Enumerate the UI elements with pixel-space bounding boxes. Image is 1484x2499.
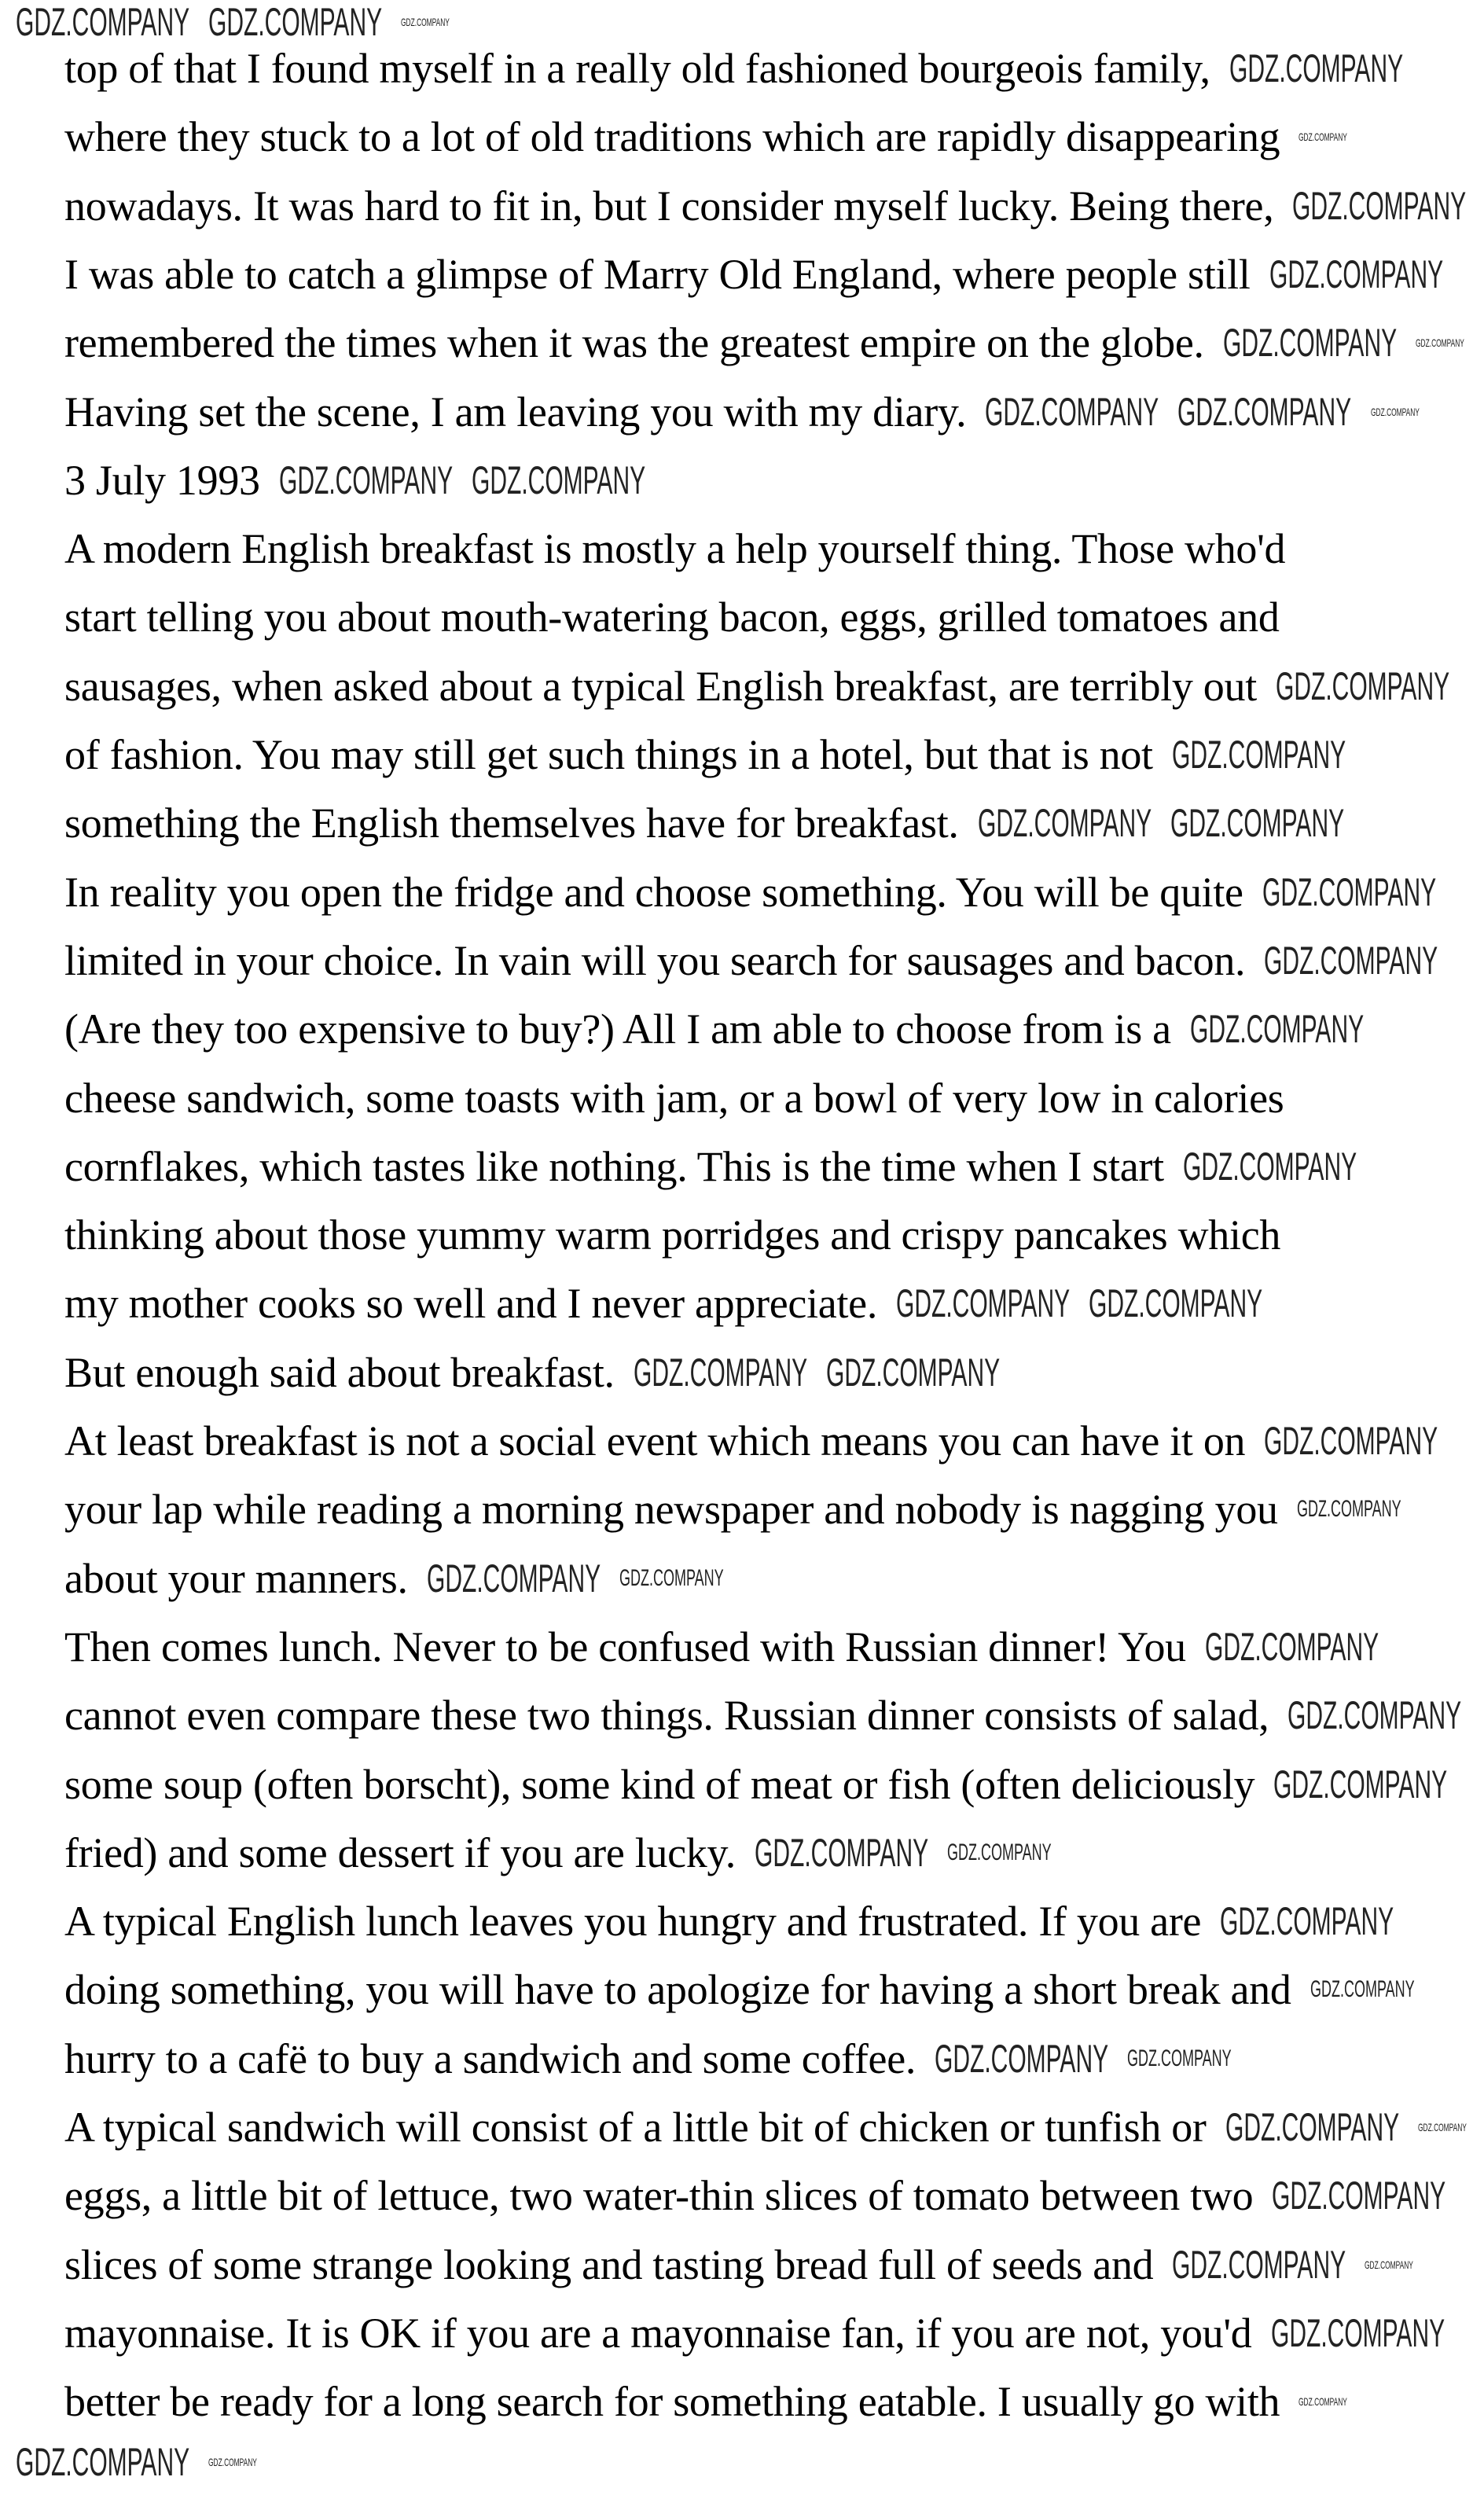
watermark: GDZ.COMPANY	[1262, 869, 1436, 914]
text-line: cheese sandwich, some toasts with jam, or a bowl of very low in calories	[64, 1074, 1284, 1122]
text-line: But enough said about breakfast.	[64, 1348, 615, 1396]
text-line: better be ready for a long search for something eatable. I usually go with	[64, 2378, 1280, 2426]
watermark: GDZ.COMPANY	[1220, 1899, 1394, 1944]
watermark: GDZ.COMPANY	[1298, 2395, 1348, 2409]
watermark: GDZ.COMPANY	[1365, 2258, 1414, 2271]
watermark: GDZ.COMPANY	[1172, 2242, 1346, 2287]
text-line: In reality you open the fridge and choose something. You will be quite	[64, 868, 1243, 916]
watermark: GDZ.COMPANY	[1177, 389, 1352, 434]
watermark: GDZ.COMPANY	[1264, 938, 1438, 983]
watermark: GDZ.COMPANY	[1287, 1693, 1462, 1738]
text-line: doing something, you will have to apologize for having a short break and	[64, 1966, 1291, 2014]
watermark: GDZ.COMPANY	[1204, 1624, 1379, 1669]
watermark: GDZ.COMPANY	[1264, 1419, 1438, 1463]
text-line: of fashion. You may still get such things in a hotel, but that is not	[64, 731, 1153, 778]
text-line: A typical English lunch leaves you hungry and frustrated. If you are	[64, 1898, 1202, 1946]
watermark: GDZ.COMPANY	[401, 16, 450, 28]
watermark: GDZ.COMPANY	[1089, 1281, 1263, 1326]
watermark: GDZ.COMPANY	[947, 1839, 1052, 1865]
watermark: GDZ.COMPANY	[825, 1350, 1000, 1395]
text-line: slices of some strange looking and tasting bread full of seeds and	[64, 2240, 1154, 2288]
text-line: At least breakfast is not a social event which means you can have it on	[64, 1417, 1246, 1464]
text-line: 3 July 1993	[64, 456, 260, 504]
watermark: GDZ.COMPANY	[1415, 336, 1464, 350]
text-line: fried) and some dessert if you are lucky.	[64, 1828, 736, 1876]
text-line: nowadays. It was hard to fit in, but I consider myself lucky. Being there,	[64, 182, 1274, 230]
text-line: I was able to catch a glimpse of Marry Old England, where people still	[64, 250, 1251, 298]
watermark: GDZ.COMPANY	[208, 2456, 258, 2469]
text-line: eggs, a little bit of lettuce, two water-thin slices of tomato between two	[64, 2172, 1254, 2220]
text-line: sausages, when asked about a typical English breakfast, are terribly out	[64, 662, 1257, 710]
text-line: mayonnaise. It is OK if you are a mayonnaise fan, if you are not, you'd	[64, 2309, 1252, 2357]
watermark: GDZ.COMPANY	[754, 1830, 929, 1875]
watermark: GDZ.COMPANY	[471, 458, 645, 502]
text-line: some soup (often borscht), some kind of meat or fish (often deliciously	[64, 1760, 1255, 1808]
text-line: where they stuck to a lot of old traditions which are rapidly disappearing	[64, 113, 1280, 161]
watermark: GDZ.COMPANY	[633, 1350, 807, 1395]
text-line: cornflakes, which tastes like nothing. This is the time when I start	[64, 1142, 1164, 1190]
text-line: Then comes lunch. Never to be confused with Russian dinner! You	[64, 1623, 1186, 1670]
text-line: Having set the scene, I am leaving you with my diary.	[64, 388, 967, 435]
watermark: GDZ.COMPANY	[16, 0, 190, 44]
watermark: GDZ.COMPANY	[1370, 405, 1420, 418]
watermark: GDZ.COMPANY	[1182, 1144, 1357, 1189]
watermark: GDZ.COMPANY	[619, 1564, 724, 1591]
watermark: GDZ.COMPANY	[1298, 130, 1348, 144]
text-line: remembered the times when it was the greatest empire on the globe.	[64, 319, 1204, 367]
watermark: GDZ.COMPANY	[977, 801, 1152, 846]
watermark: GDZ.COMPANY	[1273, 1762, 1448, 1806]
watermark: GDZ.COMPANY	[1292, 183, 1467, 228]
text-line: about your manners.	[64, 1554, 408, 1602]
watermark: GDZ.COMPANY	[1222, 321, 1397, 366]
watermark: GDZ.COMPANY	[1310, 1976, 1415, 2003]
watermark: GDZ.COMPANY	[1269, 252, 1443, 296]
watermark: GDZ.COMPANY	[1229, 46, 1403, 90]
watermark: GDZ.COMPANY	[985, 389, 1159, 434]
text-line: cannot even compare these two things. Russian dinner consists of salad,	[64, 1692, 1269, 1740]
watermark: GDZ.COMPANY	[1275, 663, 1450, 708]
watermark: GDZ.COMPANY	[208, 0, 383, 44]
watermark: GDZ.COMPANY	[1296, 1496, 1401, 1523]
watermark: GDZ.COMPANY	[1225, 2105, 1399, 2149]
watermark: GDZ.COMPANY	[1417, 2121, 1467, 2133]
watermark: GDZ.COMPANY	[1127, 2045, 1232, 2071]
watermark: GDZ.COMPANY	[426, 1556, 601, 1600]
watermark: GDZ.COMPANY	[1272, 2174, 1446, 2218]
text-line: thinking about those yummy warm porridges and crispy pancakes which	[64, 1211, 1281, 1259]
text-line: limited in your choice. In vain will you search for sausages and bacon.	[64, 936, 1246, 984]
text-line: something the English themselves have for breakfast.	[64, 799, 959, 847]
text-line: my mother cooks so well and I never appreciate.	[64, 1280, 878, 1328]
text-line: A typical sandwich will consist of a little bit of chicken or tunfish or	[64, 2104, 1207, 2151]
text-line: start telling you about mouth-watering bacon, eggs, grilled tomatoes and	[64, 594, 1280, 641]
watermark: GDZ.COMPANY	[1189, 1007, 1364, 1052]
watermark: GDZ.COMPANY	[16, 2440, 190, 2485]
watermark: GDZ.COMPANY	[1170, 801, 1344, 846]
watermark: GDZ.COMPANY	[1270, 2310, 1445, 2355]
text-line: hurry to a cafë to buy a sandwich and some coffee.	[64, 2034, 916, 2082]
text-line: top of that I found myself in a really old fashioned bourgeois family,	[64, 45, 1210, 92]
text-line: your lap while reading a morning newspaper and nobody is nagging you	[64, 1486, 1278, 1534]
watermark: GDZ.COMPANY	[1171, 733, 1346, 777]
watermark: GDZ.COMPANY	[935, 2036, 1109, 2081]
text-line: A modern English breakfast is mostly a help yourself thing. Those who'd	[64, 525, 1286, 573]
watermark: GDZ.COMPANY	[278, 458, 453, 502]
text-line: (Are they too expensive to buy?) All I am able to choose from is a	[64, 1005, 1171, 1053]
watermark: GDZ.COMPANY	[896, 1281, 1071, 1326]
